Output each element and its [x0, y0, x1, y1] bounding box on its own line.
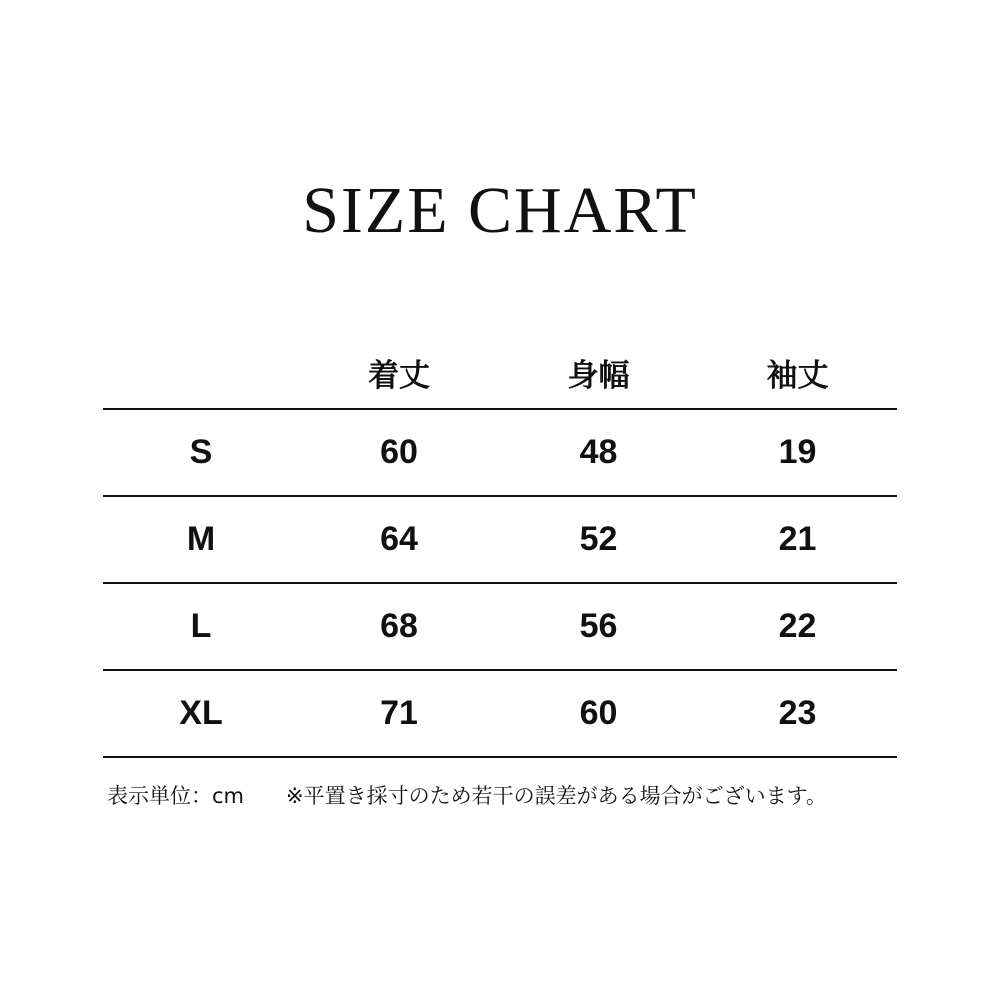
column-header-width: 身幅: [567, 357, 630, 394]
column-header-size: [103, 336, 299, 409]
row-size-label: XL: [179, 694, 223, 732]
size-table-container: [103, 336, 897, 758]
measurement-note: ※平置き採寸のため若干の誤差がある場合がございます。: [286, 784, 827, 808]
row-size-label: S: [189, 433, 213, 471]
column-header-sleeve: 袖丈: [766, 357, 829, 394]
column-header-length: 着丈: [368, 357, 430, 394]
cell-length: 68: [380, 607, 418, 645]
table-row: [103, 583, 897, 670]
cell-sleeve: 23: [778, 694, 817, 732]
page-title: SIZE CHART: [302, 174, 698, 247]
cell-sleeve: 21: [778, 520, 817, 558]
cell-width: 60: [579, 694, 618, 732]
size-table: [103, 336, 897, 758]
table-body: [103, 409, 897, 757]
row-size-label: M: [186, 520, 216, 558]
table-row: [103, 670, 897, 757]
table-header: [103, 336, 897, 409]
cell-sleeve: 19: [778, 433, 817, 471]
cell-sleeve: 22: [778, 607, 817, 645]
cell-length: 71: [380, 694, 418, 732]
cell-length: 64: [380, 520, 418, 558]
footnote-row: [107, 780, 907, 810]
header-row: [103, 336, 897, 409]
table-row: [103, 496, 897, 583]
row-size-label: L: [190, 607, 212, 645]
unit-note: 表示単位：cm: [107, 784, 245, 808]
cell-length: 60: [380, 433, 418, 471]
cell-width: 48: [579, 433, 618, 471]
cell-width: 52: [579, 520, 618, 558]
cell-width: 56: [579, 607, 618, 645]
table-row: [103, 409, 897, 496]
